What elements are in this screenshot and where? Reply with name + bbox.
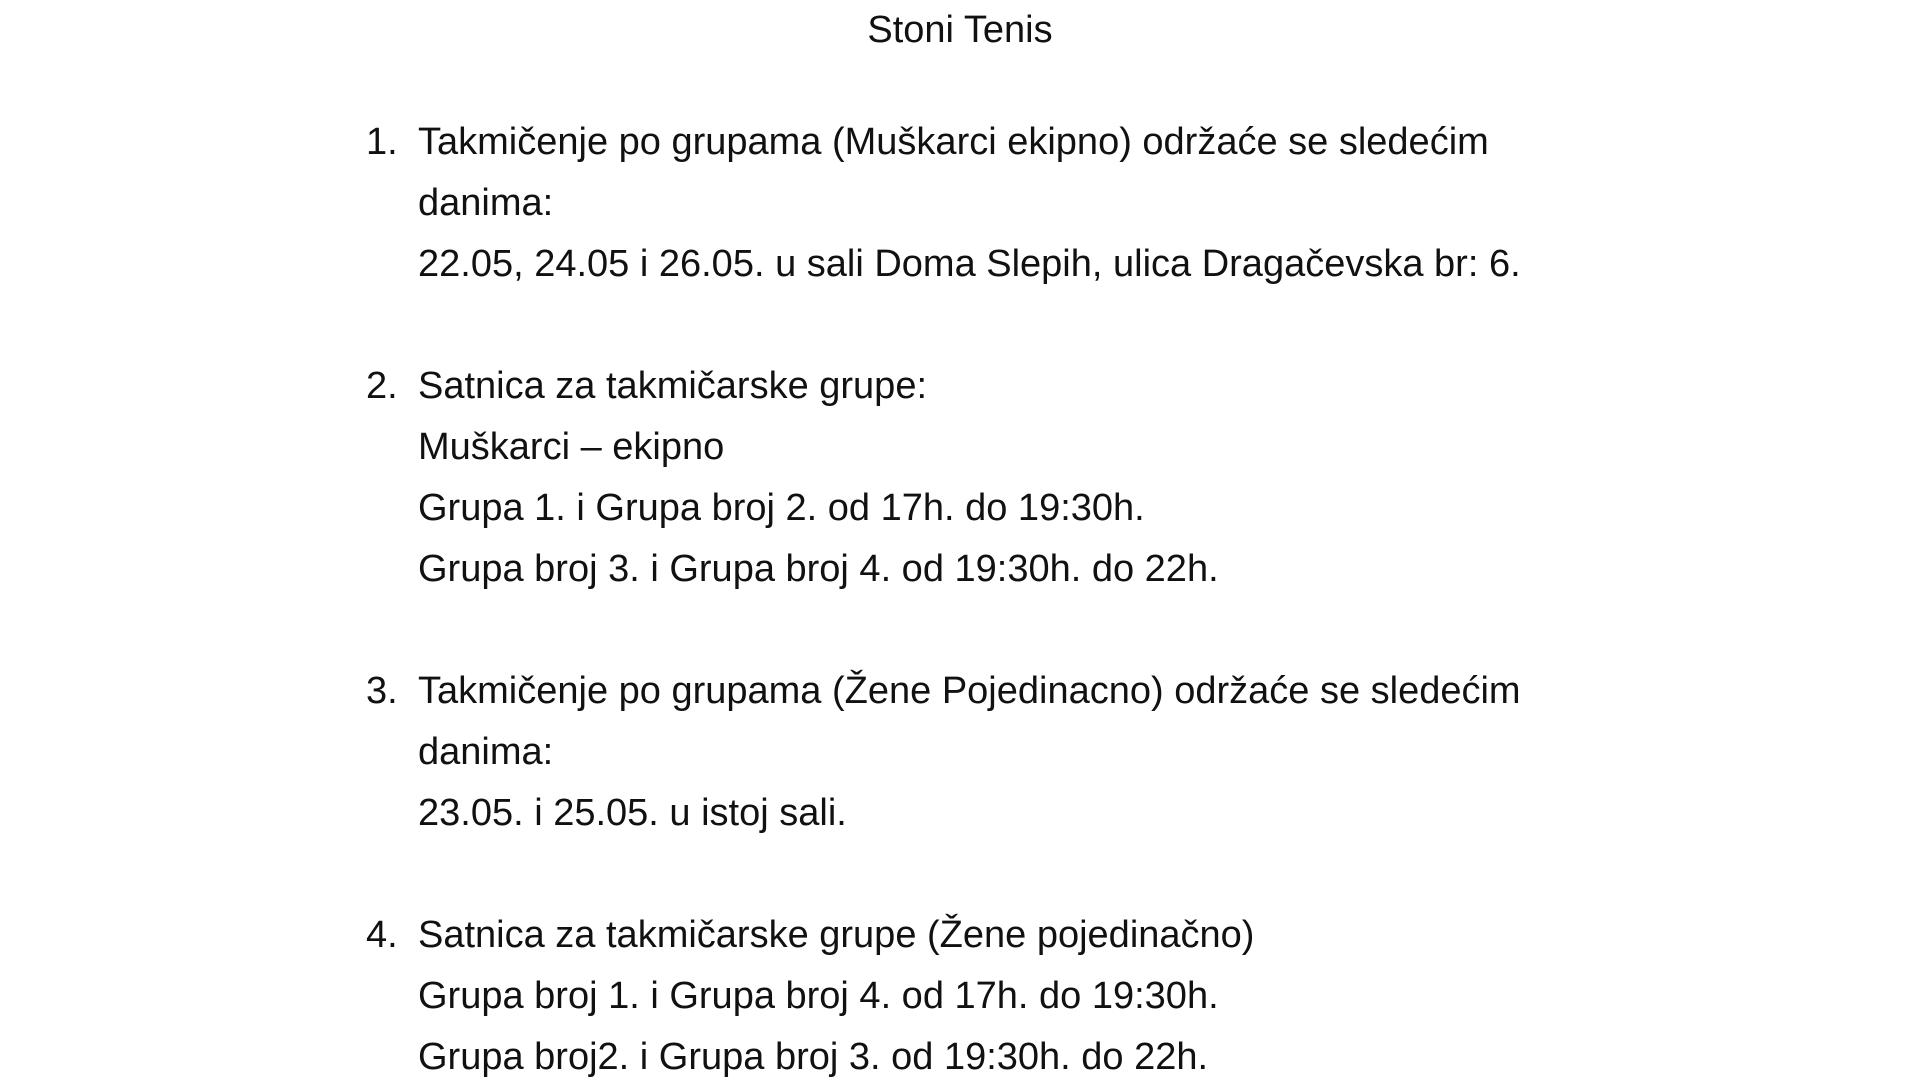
text-line: danima: xyxy=(418,182,554,224)
text-line: Grupa broj2. i Grupa broj 3. od 19:30h. do 22h. xyxy=(418,1036,1209,1078)
list-item-number: 1. xyxy=(366,121,398,163)
list-item-text xyxy=(418,661,1658,844)
document-title: Stoni Tenis xyxy=(867,9,1053,51)
text-line: Grupa 1. i Grupa broj 2. od 17h. do 19:30h. xyxy=(418,487,1145,529)
list-item-text xyxy=(418,112,1658,295)
text-line: Grupa broj 3. i Grupa broj 4. od 19:30h. do 22h. xyxy=(418,548,1219,590)
text-line: Takmičenje po grupama (Žene Pojedinacno) održaće se sledećim xyxy=(418,670,1521,712)
text-line: Satnica za takmičarske grupe (Žene pojedinačno) xyxy=(418,914,1255,956)
text-line: Muškarci – ekipno xyxy=(418,426,725,468)
text-line: 23.05. i 25.05. u istoj sali. xyxy=(418,792,847,834)
text-line: danima: xyxy=(418,731,554,773)
text-line: Grupa broj 1. i Grupa broj 4. od 17h. do 19:30h. xyxy=(418,975,1219,1017)
text-line: 22.05, 24.05 i 26.05. u sali Doma Slepih, ulica Dragačevska br: 6. xyxy=(418,243,1521,285)
list-item-number: 2. xyxy=(366,365,398,407)
list-item-text xyxy=(418,356,1658,600)
list-item-text xyxy=(418,905,1658,1088)
text-line: Takmičenje po grupama (Muškarci ekipno) održaće se sledećim xyxy=(418,121,1489,163)
list-item-number: 4. xyxy=(366,914,398,956)
text-line: Satnica za takmičarske grupe: xyxy=(418,365,928,407)
list-item-number: 3. xyxy=(366,670,398,712)
